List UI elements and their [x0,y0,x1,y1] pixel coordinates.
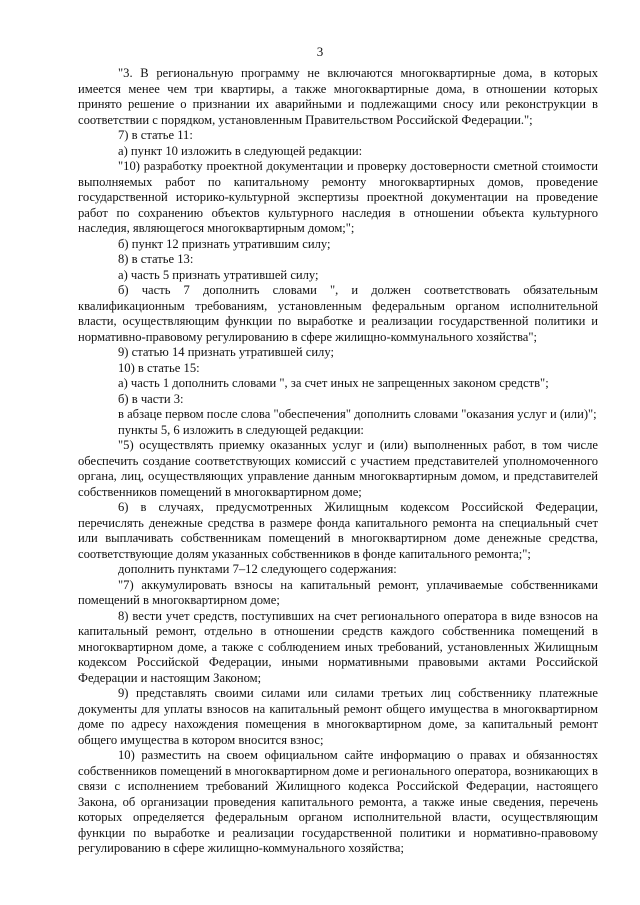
paragraph-point-8-text: 8) вести учет средств, поступивших на счет регионального оператора в виде взносов на капитальный ремонт, отдельно в отношении средств каждого собственника помещений в многоквартирном доме, а также с соблюдением иных требований, установленных Жилищным кодексом Российской Федерации, иными нормативными правовыми актами Российской Федерации и настоящим Законом; [78,608,598,685]
paragraph-first-abzac: в абзаце первом после слова "обеспечения" дополнить словами "оказания услуг и (или)"; [118,407,597,421]
paragraph-point-7-text: "7) аккумулировать взносы на капитальный ремонт, уплачиваемые собственниками помещений в многоквартирном доме; [78,577,598,607]
paragraph-point-5-text: "5) осуществлять приемку оказанных услуг и (или) выполненных работ, в том числе обеспечить создание соответствующих комиссий с участием представителей уполномоченного органа, лиц, осуществляющих управление данным многоквартирным домом, и представителей собственников помещений в многоквартирном доме; [78,438,598,499]
paragraph-item-9-article-14: 9) статью 14 признать утратившей силу; [118,345,334,359]
paragraph-subitem-a-point-10: а) пункт 10 изложить в следующей редакции: [118,143,363,158]
paragraph-item-8-article-13: 8) в статье 13: [118,252,194,266]
page-number: 3 [316,44,324,59]
paragraph-item-10-article-15: 10) в статье 15: [118,360,200,375]
paragraph-point-10-text: "10) разработку проектной документации и проверку достоверности сметной стоимости выполняемых работ по капитальному ремонту многоквартирных домов, проведение государственной историко-культурной экспертизы проектной документации на проведение работ по сохранению объектов культурного наследия в отношении объекта культурного наследия, являющегося многоквартирным домом;"; [78,159,598,235]
paragraph-subitem-b-point-12: б) пункт 12 признать утратившим силу; [118,236,331,251]
paragraph-subitem-a-part-1: а) часть 1 дополнить словами ", за счет иных не запрещенных законом средств"; [118,376,549,390]
paragraph-item-7-article-11: 7) в статье 11: [118,128,193,142]
document-body [78,66,598,857]
paragraph-point-9-text: 9) представлять своими силами или силами третьих лиц собственнику платежные документы для уплаты взносов на капитальный ремонт общего имущества в многоквартирном доме по адресу нахождения помещения в многоквартирном доме, за капитальный ремонт общего имущества в котором вносится взнос; [78,686,598,747]
paragraph-subitem-a-part-5: а) часть 5 признать утратившей силу; [118,267,319,282]
paragraph-subitem-b-part-3: б) в части 3: [118,391,184,406]
paragraph-point-6-text: 6) в случаях, предусмотренных Жилищным кодексом Российской Федерации, перечислять денежные средства в размере фонда капитального ремонта на специальный счет или выплачивать собственникам помещений в многоквартирном доме денежные средства, соответствующие долям указанных собственников в фонде капитального ремонта;"; [78,500,598,561]
paragraph-subitem-b-part-7: б) часть 7 дополнить словами ", и должен соответствовать обязательным квалификационным требованиям, установленным федеральным органом исполнительной власти, осуществляющим функции по выработке и реализации государственной политики и нормативно-правовому регулированию в сфере жилищно-коммунального хозяйства"; [78,283,598,344]
paragraph-point-10-site-text: 10) разместить на своем официальном сайте информацию о правах и обязанностях собственников помещений в многоквартирном доме и регионального оператора, возникающих в связи с исполнением требований Жилищного кодекса Российской Федерации, настоящего Закона, об организации проведения капитального ремонта, а также иные сведения, перечень которых определяется федеральным органом исполнительной власти, осуществляющим функции по выработке и реализации государственной политики и нормативно-правовому регулированию в сфере жилищно-коммунального хозяйства; [78,748,598,855]
paragraph-points-7-12: дополнить пунктами 7–12 следующего содержания: [118,562,397,576]
paragraph-3-regional-program: "3. В региональную программу не включаются многоквартирные дома, в которых имеется менее чем три квартиры, а также многоквартирные дома, в отношении которых принято решение о признании их аварийными и подлежащими сносу или реконструкции в соответствии с порядком, установленным Правительством Российской Федерации."; [78,66,598,127]
paragraph-points-5-6: пункты 5, 6 изложить в следующей редакции: [118,422,364,437]
